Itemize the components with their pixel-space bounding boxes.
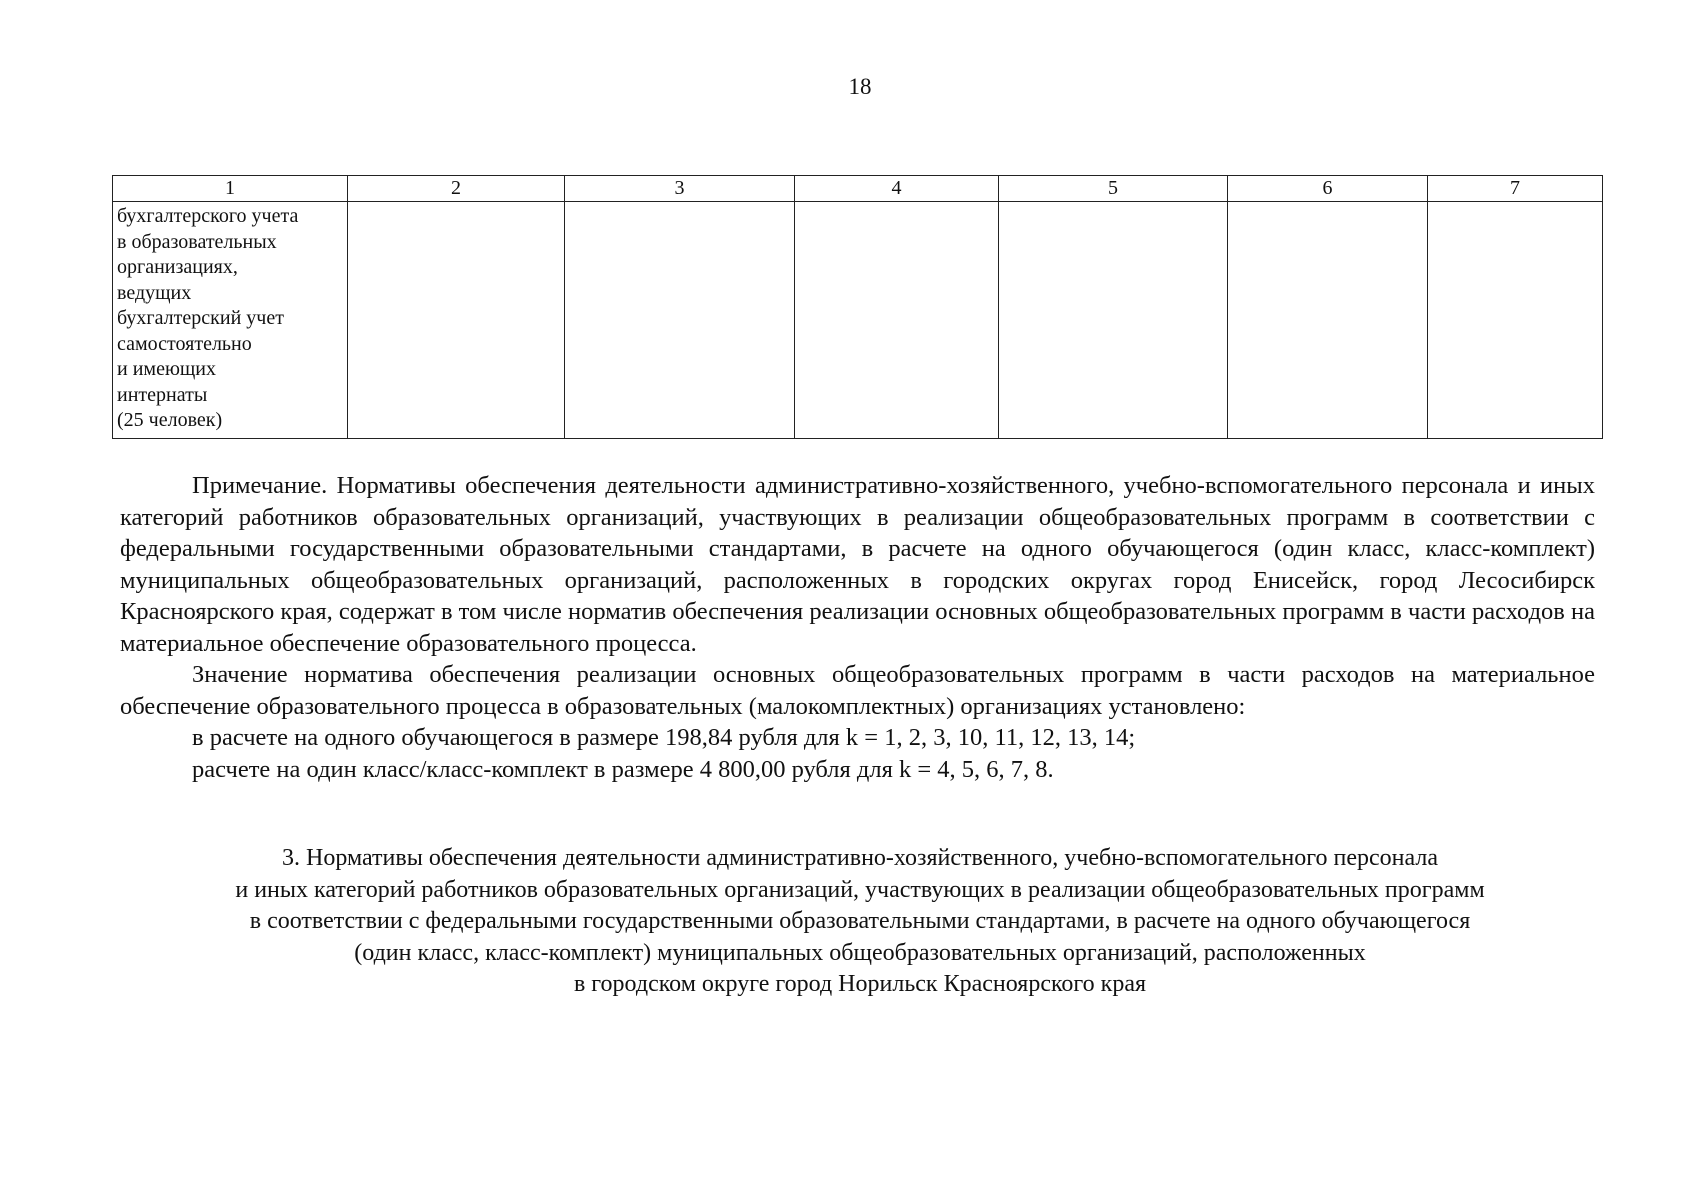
section-heading: 3. Нормативы обеспечения деятельности административно-хозяйственного, учебно-вспомогательного персонала и иных категорий работников образовательных организаций, участвующих в реализации общеобразовательных программ в соответствии с федеральными государственными образовательными стандартами, в расчете на одного обучающегося (один класс, класс-комплект) муниципальных общеобразовательных организаций, расположенных в городском округе город Норильск Красноярского края [235, 845, 1485, 997]
norm-value-paragraph: Значение норматива обеспечения реализации основных общеобразовательных программ в части расходов на материальное обеспечение образовательного процесса в образовательных (малокомплектных) организациях установлено: [120, 661, 1595, 720]
column-header-3: 3 [565, 176, 795, 202]
norm-per-class-line: расчете на один класс/класс-комплект в размере 4 800,00 рубля для k = 4, 5, 6, 7, 8. [192, 755, 1054, 783]
table-cell-6 [1228, 202, 1428, 439]
table-row [113, 202, 1603, 439]
table-cell-4 [795, 202, 999, 439]
page-number: 18 [848, 74, 872, 99]
table-header-row [113, 176, 1603, 202]
column-header-7: 7 [1428, 176, 1603, 202]
column-header-2: 2 [348, 176, 565, 202]
column-header-5: 5 [999, 176, 1228, 202]
note-block [120, 470, 1595, 785]
table-cell-7 [1428, 202, 1603, 439]
table-cell-5 [999, 202, 1228, 439]
norm-per-student-line: в расчете на одного обучающегося в размере 198,84 рубля для k = 1, 2, 3, 10, 11, 12, 13, 14; [192, 724, 1136, 751]
table-cell-3 [565, 202, 795, 439]
column-header-1: 1 [113, 176, 348, 202]
table-cell-2 [348, 202, 565, 439]
column-header-4: 4 [795, 176, 999, 202]
note-paragraph: Примечание. Нормативы обеспечения деятельности административно-хозяйственного, учебно-вспомогательного персонала и иных категорий работников образовательных организаций, участвующих в реализации общеобразовательных программ в соответствии с федеральными государственными образовательными стандартами, в расчете на одного обучающегося (один класс, класс-комплект) муниципальных общеобразовательных организаций, расположенных в городских округах город Енисейск, город Лесосибирск Красноярского края, содержат в том числе норматив обеспечения реализации основных общеобразовательных программ в части расходов на материальное обеспечение образовательного процесса. [120, 472, 1595, 657]
norms-table [112, 175, 1603, 439]
table-cell-category: бухгалтерского учета в образовательных организациях, ведущих бухгалтерский учет самостоятельно и имеющих интернаты (25 человек) [113, 202, 348, 439]
column-header-6: 6 [1228, 176, 1428, 202]
